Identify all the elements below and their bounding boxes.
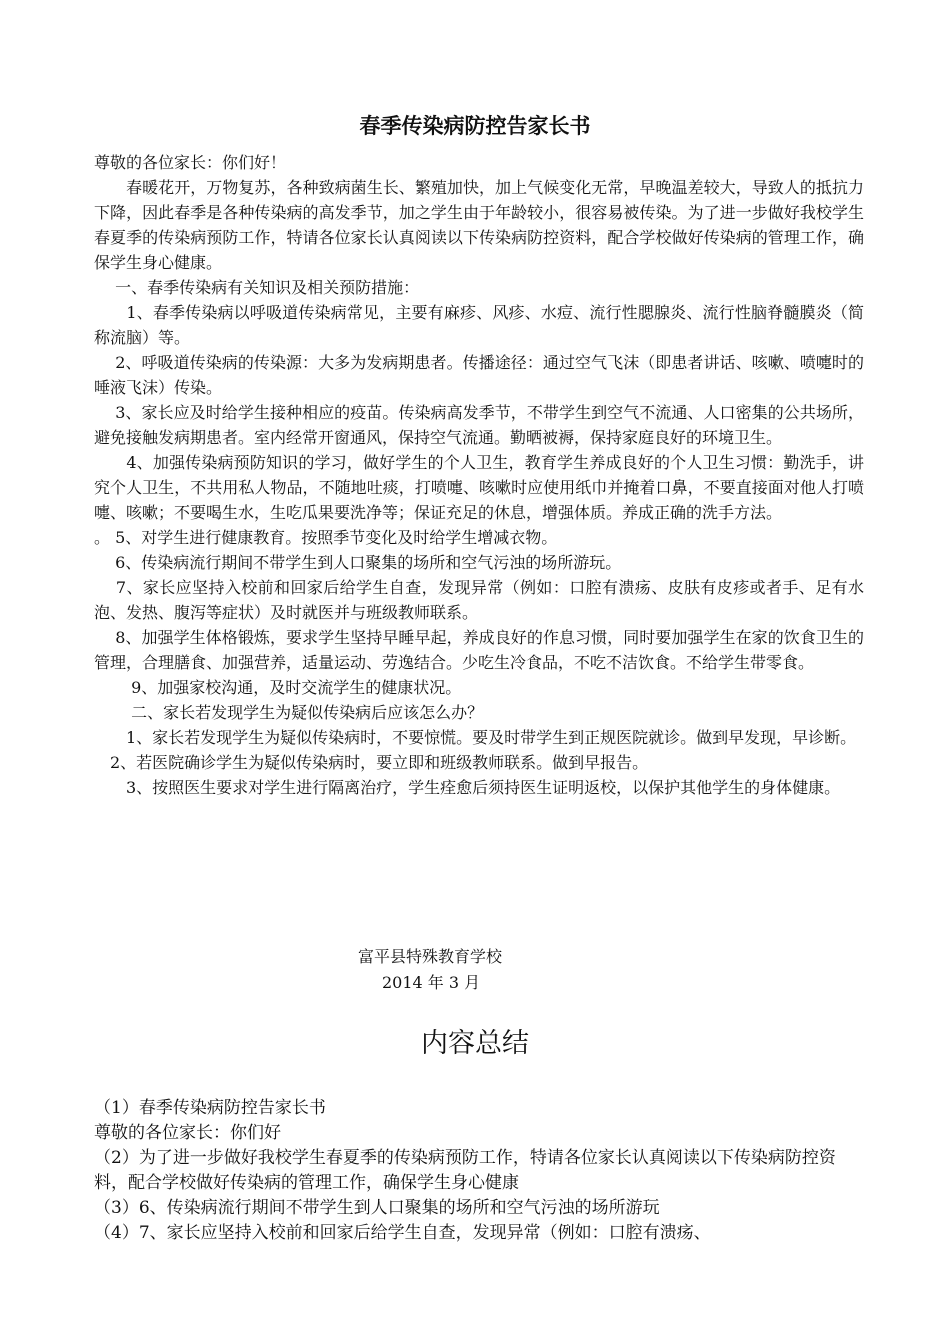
school-name: 富平县特殊教育学校 — [358, 947, 503, 966]
summary-item: 尊敬的各位家长：你们好 — [94, 1123, 281, 1143]
measure-item-1: 1、春季传染病以呼吸道传染病常见，主要有麻疹、风疹、水痘、流行性腮腺炎、流行性脑脊髓膜炎（简称流脑）等。 — [94, 303, 864, 347]
measure-item-4: 4、加强传染病预防知识的学习，做好学生的个人卫生，教育学生养成良好的个人卫生习惯：勤洗手，讲究个人卫生，不共用私人物品，不随地吐痰，打喷嚏、咳嗽时应使用纸巾并掩着口鼻，不要直接面对他人打喷嚏、咳嗽；不要喝生水，生吃瓜果要洗净等；保证充足的休息，增强体质。养成正确的洗手方法。 — [94, 453, 864, 522]
greeting: 尊敬的各位家长：你们好！ — [94, 153, 287, 172]
summary-item: （3）6、传染病流行期间不带学生到人口聚集的场所和空气污浊的场所游玩 — [94, 1198, 660, 1218]
summary-list — [94, 1096, 864, 1246]
letter-body — [94, 150, 864, 800]
measure-item-9: 9、加强家校沟通，及时交流学生的健康状况。 — [94, 678, 462, 697]
measure-item-3: 3、家长应及时给学生接种相应的疫苗。传染病高发季节，不带学生到空气不流通、人口密集的公共场所，避免接触发病期患者。室内经常开窗通风，保持空气流通。勤晒被褥，保持家庭良好的环境卫生。 — [94, 403, 864, 447]
measure-item-6: 6、传染病流行期间不带学生到人口聚集的场所和空气污浊的场所游玩。 — [94, 553, 622, 572]
measure-item-8: 8、加强学生体格锻炼，要求学生坚持早睡早起，养成良好的作息习惯，同时要加强学生在家的饮食卫生的管理，合理膳食、加强营养，适量运动、劳逸结合。少吃生冷食品，不吃不洁饮食。不给学生带零食。 — [94, 628, 864, 672]
measure-item-7: 7、家长应坚持入校前和回家后给学生自查，发现异常（例如：口腔有溃疡、皮肤有皮疹或者手、足有水泡、发热、腹泻等症状）及时就医并与班级教师联系。 — [94, 578, 864, 622]
summary-item: （2）为了进一步做好我校学生春夏季的传染病预防工作，特请各位家长认真阅读以下传染病防控资料，配合学校做好传染病的管理工作，确保学生身心健康 — [94, 1148, 836, 1193]
section-heading-2: 二、家长若发现学生为疑似传染病后应该怎么办？ — [94, 703, 484, 722]
letter-date: 2014 年 3 月 — [382, 973, 481, 992]
measure-item-2: 2、呼吸道传染病的传染源：大多为发病期患者。传播途径：通过空气飞沫（即患者讲话、咳嗽、喷嚏时的唾液飞沫）传染。 — [94, 353, 864, 397]
measure-item-5: 。 5、对学生进行健康教育。按照季节变化及时给学生增减衣物。 — [94, 528, 558, 547]
document-title: 春季传染病防控告家长书 — [359, 114, 591, 138]
summary-item: （4）7、家长应坚持入校前和回家后给学生自查，发现异常（例如：口腔有溃疡、 — [94, 1223, 711, 1243]
action-item-2: 2、若医院确诊学生为疑似传染病时，要立即和班级教师联系。做到早报告。 — [94, 753, 649, 772]
summary-title: 内容总结 — [421, 1028, 529, 1059]
summary-item: （1）春季传染病防控告家长书 — [94, 1098, 326, 1118]
action-item-3: 3、按照医生要求对学生进行隔离治疗，学生痊愈后须持医生证明返校，以保护其他学生的身体健康。 — [94, 778, 841, 797]
section-heading-1: 一、春季传染病有关知识及相关预防措施： — [94, 278, 420, 297]
intro-paragraph: 春暖花开，万物复苏，各种致病菌生长、繁殖加快，加上气候变化无常，早晚温差较大，导致人的抵抗力下降，因此春季是各种传染病的高发季节，加之学生由于年龄较小，很容易被传染。为了进一步做好我校学生春夏季的传染病预防工作，特请各位家长认真阅读以下传染病防控资料，配合学校做好传染病的管理工作，确保学生身心健康。 — [94, 178, 864, 272]
action-item-1: 1、家长若发现学生为疑似传染病时，不要惊慌。要及时带学生到正规医院就诊。做到早发现，早诊断。 — [94, 728, 857, 747]
